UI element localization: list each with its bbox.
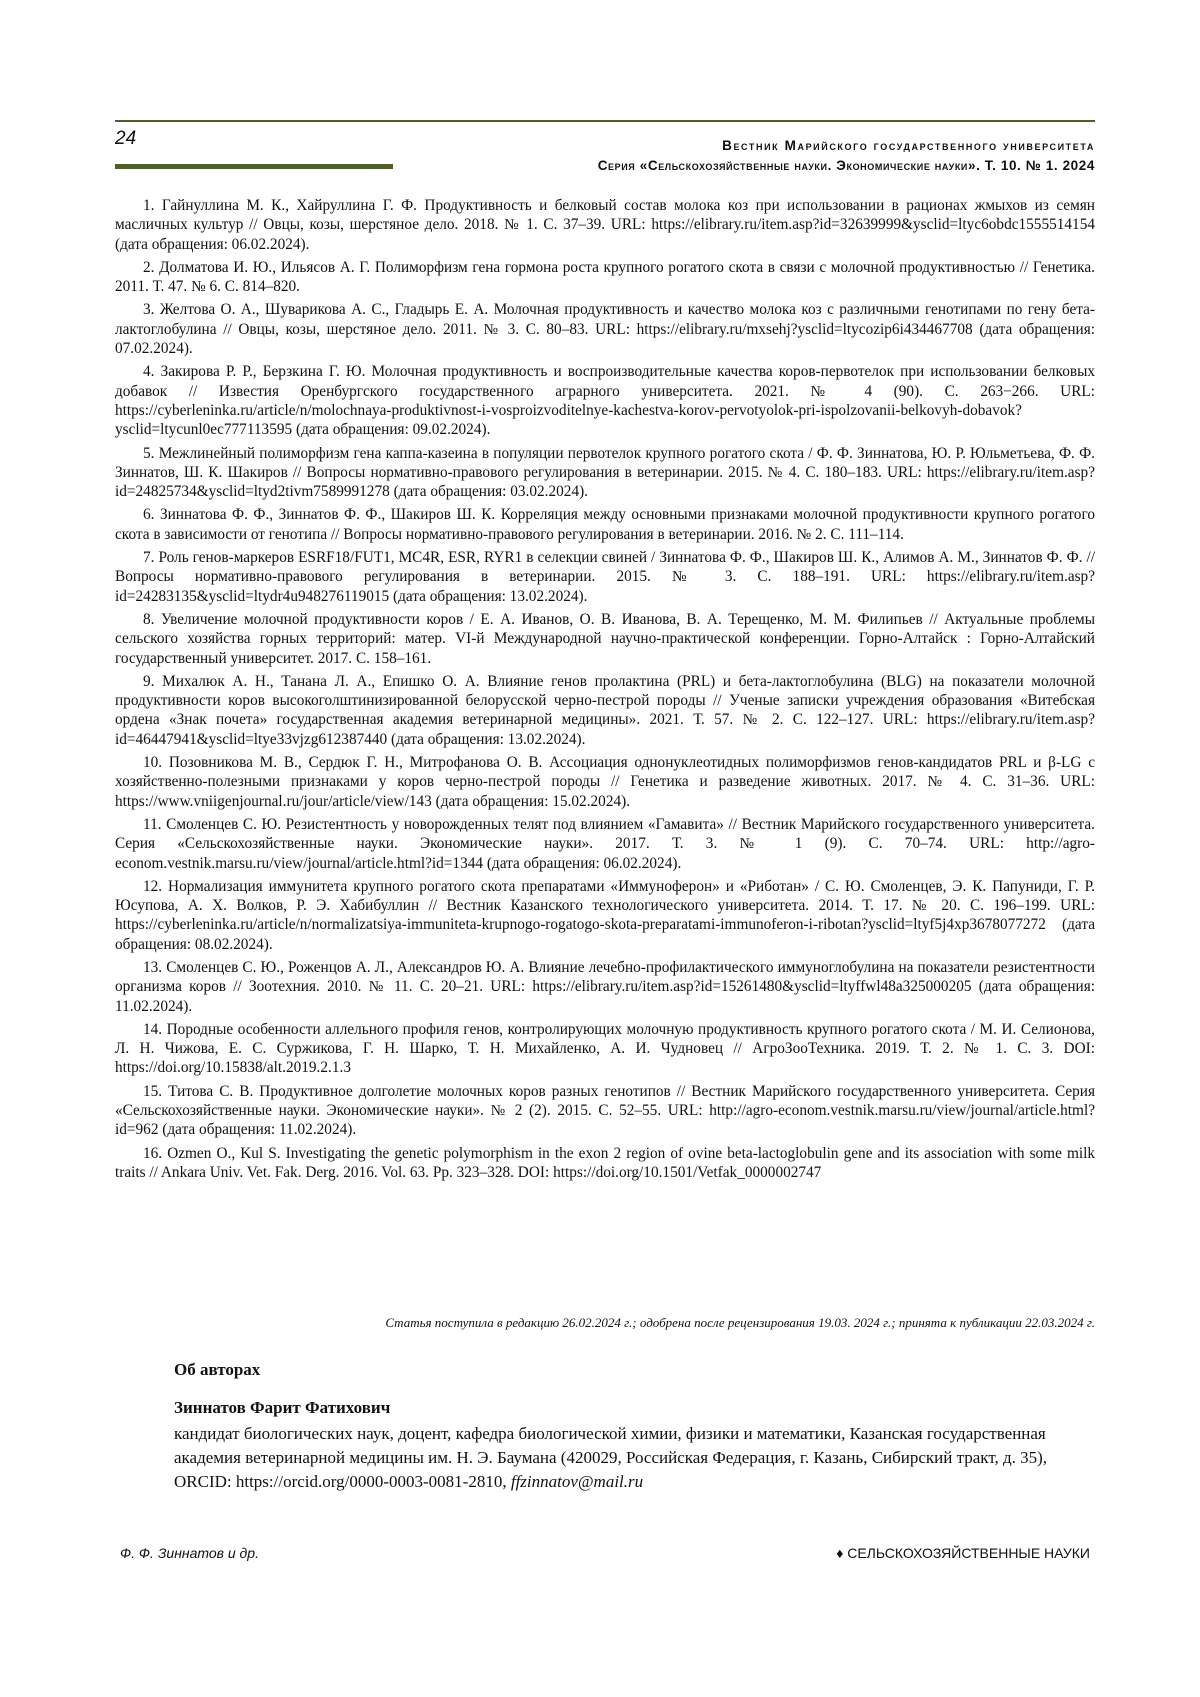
header-rule	[115, 120, 1095, 122]
page-number: 24	[115, 128, 136, 150]
footer-section-name: ♦ СЕЛЬСКОХОЗЯЙСТВЕННЫЕ НАУКИ	[836, 1545, 1090, 1561]
author-name: Зиннатов Фарит Фатихович	[174, 1398, 1094, 1418]
author-email-link[interactable]: ffzinnatov@mail.ru	[511, 1472, 643, 1491]
reference-list	[115, 196, 1095, 1186]
reference-item: 10. Позовникова М. В., Сердюк Г. Н., Митрофанова О. В. Ассоциация однонуклеотидных полиморфизмов генов-кандидатов PRL и β-LG с хозяйственно-полезными признаками у коров черно-пестрой породы // Генетика и разведение животных. 2017. № 4. С. 31–36. URL: https://www.vniigenjournal.ru/jour/article/view/143 (дата обращения: 15.02.2024).	[115, 753, 1095, 811]
journal-series: Серия «Сельскохозяйственные науки. Экономические науки». Т. 10. № 1. 2024	[598, 158, 1095, 173]
reference-item: 12. Нормализация иммунитета крупного рогатого скота препаратами «Иммуноферон» и «Риботан» / С. Ю. Смоленцев, Э. К. Папуниди, Г. Р. Юсупова, А. Х. Волков, Р. Э. Хабибуллин // Вестник Казанского технологического университета. 2014. Т. 17. № 20. С. 196–199. URL: https://cyberleninka.ru/article/n/normalizatsiya-immuniteta-krupnogo-rogatogo-skota-preparatami-immunoferon-i-ribotan?ysclid=ltyf5j4xp3678077272 (дата обращения: 08.02.2024).	[115, 877, 1095, 954]
reference-item: 6. Зиннатова Ф. Ф., Зиннатов Ф. Ф., Шакиров Ш. К. Корреляция между основными признаками молочной продуктивности крупного рогатого скота в зависимости от генотипа // Вопросы нормативно-правового регулирования в ветеринарии. 2016. № 2. С. 111–114.	[115, 505, 1095, 544]
reference-item: 11. Смоленцев С. Ю. Резистентность у новорожденных телят под влиянием «Гамавита» // Вестник Марийского государственного университета. Серия «Сельскохозяйственные науки. Экономические науки». 2017. Т. 3. № 1 (9). С. 70–74. URL: http://agro-econom.vestnik.marsu.ru/view/journal/article.html?id=1344 (дата обращения: 06.02.2024).	[115, 815, 1095, 873]
reference-item: 1. Гайнуллина М. К., Хайруллина Г. Ф. Продуктивность и белковый состав молока коз при использовании в рационах жмыхов из семян масличных культур // Овцы, козы, шерстяное дело. 2018. № 1. С. 37–39. URL: https://elibrary.ru/item.asp?id=32639999&ysclid=ltyc6obdc1555514154 (дата обращения: 06.02.2024).	[115, 196, 1095, 254]
header-accent-bar	[115, 164, 393, 169]
reference-item: 15. Титова С. В. Продуктивное долголетие молочных коров разных генотипов // Вестник Марийского государственного университета. Серия «Сельскохозяйственные науки. Экономические науки». № 2 (2). 2015. С. 52–55. URL: http://agro-econom.vestnik.marsu.ru/view/journal/article.html?id=962 (дата обращения: 11.02.2024).	[115, 1082, 1095, 1140]
reference-item: 16. Ozmen O., Kul S. Investigating the genetic polymorphism in the exon 2 region of ovine beta-lactoglobulin gene and its association with some milk traits // Ankara Univ. Vet. Fak. Derg. 2016. Vol. 63. Pp. 323–328. DOI: https://doi.org/10.1501/Vetfak_0000002747	[115, 1144, 1095, 1183]
reference-item: 4. Закирова Р. Р., Берзкина Г. Ю. Молочная продуктивность и воспроизводительные качества коров-первотелок при использовании белковых добавок // Известия Оренбургского государственного аграрного университета. 2021. № 4 (90). С. 263−266. URL: https://cyberleninka.ru/article/n/molochnaya-produktivnost-i-vosproizvoditelnye-kachestva-korov-pervotyolok-pri-ispolzovanii-belkovyh-dobavok?ysclid=ltycunl0ec777113595 (дата обращения: 09.02.2024).	[115, 362, 1095, 439]
reference-item: 8. Увеличение молочной продуктивности коров / Е. А. Иванов, О. В. Иванова, В. А. Терещенко, М. М. Филипьев // Актуальные проблемы сельского хозяйства горных территорий: матер. VI-й Международной научно-практической конференции. Горно-Алтайск : Горно-Алтайский государственный университет. 2017. С. 158–161.	[115, 610, 1095, 668]
reference-item: 3. Желтова О. А., Шуварикова А. С., Гладырь Е. А. Молочная продуктивность и качество молока коз с различными генотипами по гену бета-лактоглобулина // Овцы, козы, шерстяное дело. 2011. № 3. С. 80–83. URL: https://elibrary.ru/mxsehj?ysclid=ltycozip6i434467708 (дата обращения: 07.02.2024).	[115, 300, 1095, 358]
reference-item: 14. Породные особенности аллельного профиля генов, контролирующих молочную продуктивность крупного рогатого скота / М. И. Селионова, Л. Н. Чижова, Е. С. Суржикова, Г. Н. Шарко, Т. Н. Михайленко, А. И. Чудновец // АгроЗооТехника. 2019. Т. 2. № 1. С. 3. DOI: https://doi.org/10.15838/alt.2019.2.1.3	[115, 1020, 1095, 1078]
submission-dates-note: Статья поступила в редакцию 26.02.2024 г.; одобрена после рецензирования 19.03. 2024 г.; принята к публикации 22.03.2024 г.	[115, 1315, 1095, 1331]
reference-item: 7. Роль генов-маркеров ESRF18/FUT1, MC4R, ESR, RYR1 в селекции свиней / Зиннатова Ф. Ф., Шакиров Ш. К., Алимов А. М., Зиннатов Ф. Ф. // Вопросы нормативно-правового регулирования в ветеринарии. 2015. № 3. С. 188–191. URL: https://elibrary.ru/item.asp?id=24283135&ysclid=ltydr4u948276119015 (дата обращения: 13.02.2024).	[115, 548, 1095, 606]
journal-title: Вестник Марийского государственного университета	[722, 138, 1095, 153]
reference-item: 9. Михалюк А. Н., Танана Л. А., Епишко О. А. Влияние генов пролактина (PRL) и бета-лактоглобулина (BLG) на показатели молочной продуктивности коров высокоголштинизированной белорусской черно-пестрой породы // Ученые записки учреждения образования «Витебская ордена «Знак почета» государственная академия ветеринарной медицины». 2021. Т. 57. № 2. С. 122–127. URL: https://elibrary.ru/item.asp?id=46447941&ysclid=ltye33vjzg612387440 (дата обращения: 13.02.2024).	[115, 672, 1095, 749]
author-affiliation: кандидат биологических наук, доцент, кафедра биологической химии, физики и математики, Казанская государственная академия ветеринарной медицины им. Н. Э. Баумана (420029, Российская Федерация, г. Казань, Сибирский тракт, д. 35), ORCID: https://orcid.org/0000-0003-0081-2810,	[174, 1424, 1047, 1491]
reference-item: 5. Межлинейный полиморфизм гена каппа-казеина в популяции первотелок крупного рогатого скота / Ф. Ф. Зиннатова, Ю. Р. Юльметьева, Ф. Ф. Зиннатов, Ш. К. Шакиров // Вопросы нормативно-правового регулирования в ветеринарии. 2015. № 4. С. 180–183. URL: https://elibrary.ru/item.asp?id=24825734&ysclid=ltyd2tivm7589991278 (дата обращения: 03.02.2024).	[115, 444, 1095, 502]
author-info	[174, 1422, 1094, 1494]
authors-heading: Об авторах	[174, 1360, 1094, 1380]
footer-authors: Ф. Ф. Зиннатов и др.	[120, 1545, 259, 1561]
reference-item: 13. Смоленцев С. Ю., Роженцов А. Л., Александров Ю. А. Влияние лечебно-профилактического иммуноглобулина на показатели резистентности организма коров // Зоотехния. 2010. № 11. С. 20–21. URL: https://elibrary.ru/item.asp?id=15261480&ysclid=ltyffwl48a325000205 (дата обращения: 11.02.2024).	[115, 958, 1095, 1016]
authors-section	[174, 1360, 1094, 1494]
reference-item: 2. Долматова И. Ю., Ильясов А. Г. Полиморфизм гена гормона роста крупного рогатого скота в связи с молочной продуктивностью // Генетика. 2011. Т. 47. № 6. С. 814–820.	[115, 258, 1095, 297]
